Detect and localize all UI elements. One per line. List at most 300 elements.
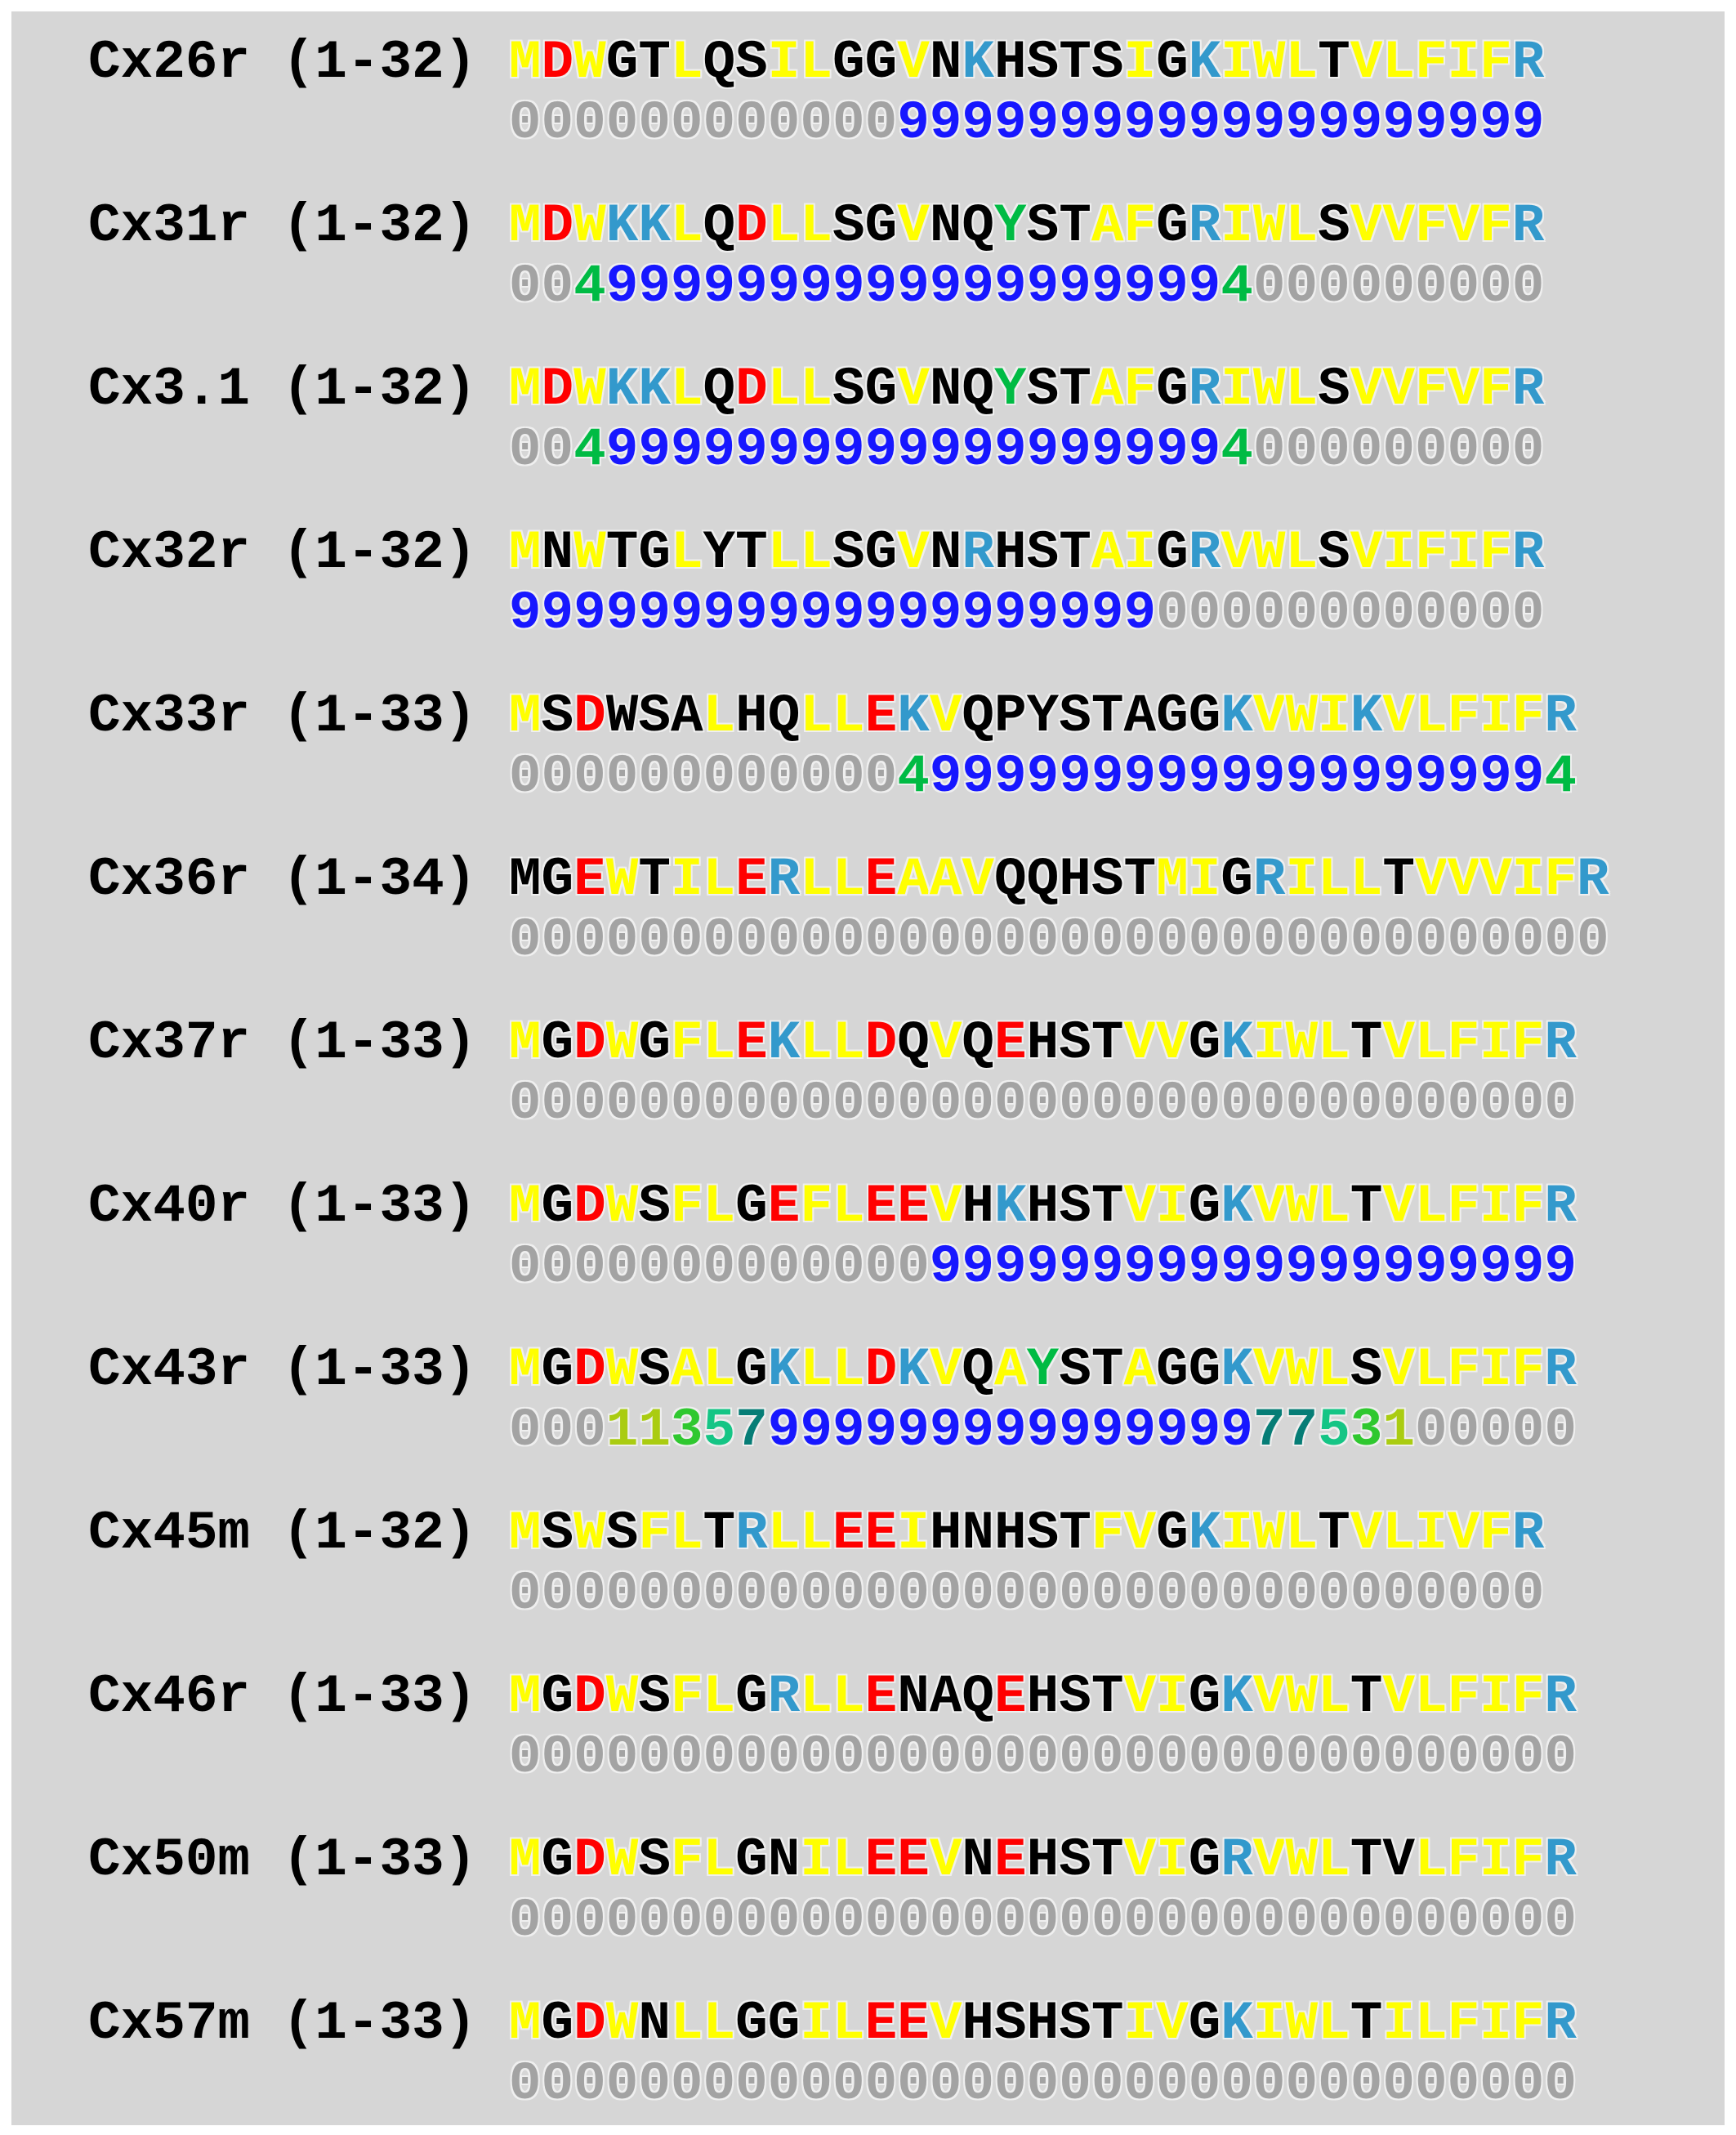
- residue-char: I: [1318, 686, 1350, 747]
- residue-char: K: [767, 1339, 801, 1400]
- score-digit: 0: [1059, 1726, 1091, 1788]
- residue-char: P: [994, 686, 1027, 747]
- residue-char: S: [1059, 1993, 1091, 2054]
- score-digit: 0: [1511, 583, 1545, 644]
- residue-char: L: [703, 1993, 736, 2054]
- score-digit: 4: [573, 256, 606, 317]
- score-digit: 0: [541, 746, 574, 807]
- residue-char: E: [864, 1666, 898, 1727]
- residue-char: W: [605, 686, 639, 747]
- score-digit: 0: [1318, 419, 1350, 480]
- residue-char: T: [638, 32, 671, 93]
- residue-char: W: [605, 1666, 639, 1727]
- score-digit: 0: [767, 1073, 801, 1134]
- residue-char: T: [1091, 1176, 1124, 1237]
- score-digit: 9: [897, 1400, 930, 1461]
- residue-char: I: [800, 1993, 832, 2054]
- residue-char: K: [897, 1339, 930, 1400]
- score-digit: 0: [832, 909, 865, 971]
- score-digit: 0: [864, 1563, 898, 1624]
- score-digit: 0: [573, 1400, 606, 1461]
- residue-char: T: [1091, 1012, 1124, 1074]
- score-digit: 9: [1156, 419, 1189, 480]
- residue-char: H: [735, 686, 768, 747]
- score-digit: 0: [1188, 2053, 1221, 2115]
- residue-char: A: [1091, 195, 1124, 257]
- score-digit: 0: [541, 92, 574, 154]
- residue-char: K: [605, 195, 639, 257]
- residue-char: G: [1188, 1339, 1221, 1400]
- score-digit: 0: [1447, 256, 1480, 317]
- residue-char: L: [1414, 1339, 1448, 1400]
- residue-char: L: [800, 1012, 832, 1074]
- residue-char: F: [1544, 849, 1577, 910]
- score-digit: 0: [1123, 1073, 1157, 1134]
- score-digit: 0: [735, 1726, 768, 1788]
- score-digit: 0: [1479, 583, 1512, 644]
- residue-char: G: [864, 195, 898, 257]
- residue-char: R: [1544, 1176, 1577, 1237]
- residue-char: A: [897, 849, 930, 910]
- residue-char: L: [1414, 1012, 1448, 1074]
- score-digit: 9: [670, 256, 703, 317]
- residue-char: V: [929, 1339, 962, 1400]
- score-digit: 0: [703, 1890, 736, 1951]
- score-digit: 0: [1318, 256, 1350, 317]
- score-digit: 0: [1318, 2053, 1350, 2115]
- score-digit: 0: [735, 1890, 768, 1951]
- score-digit: 9: [1221, 1236, 1253, 1298]
- residue-char: E: [735, 1012, 768, 1074]
- residue-char: E: [864, 1503, 898, 1564]
- score-digit: 9: [1026, 256, 1060, 317]
- residue-char: E: [994, 1829, 1027, 1891]
- residue-char: F: [1511, 1666, 1545, 1727]
- residue-char: R: [1511, 32, 1545, 93]
- score-digit: 9: [638, 256, 671, 317]
- score-digit: 0: [605, 1563, 639, 1624]
- score-digit: 0: [994, 2053, 1027, 2115]
- score-digit: 0: [1447, 1726, 1480, 1788]
- score-line: [88, 1400, 1725, 1461]
- score-digit: 9: [1059, 746, 1091, 807]
- residue-char: K: [605, 359, 639, 420]
- score-digit: 9: [897, 583, 930, 644]
- residue-char: L: [1318, 1012, 1350, 1074]
- score-digit: 9: [735, 256, 768, 317]
- score-digit: 9: [994, 1400, 1027, 1461]
- score-digit: 0: [1123, 1563, 1157, 1624]
- score-digit: 0: [832, 1890, 865, 1951]
- residue-char: R: [1188, 522, 1221, 583]
- residue-char: F: [638, 1503, 671, 1564]
- residue-char: R: [1544, 686, 1577, 747]
- residue-char: Q: [767, 686, 801, 747]
- alignment-row-cx40r: [88, 1177, 1725, 1298]
- score-digit: 0: [1026, 2053, 1060, 2115]
- score-digit: 0: [703, 746, 736, 807]
- residue-char: L: [767, 195, 801, 257]
- residue-char: R: [1511, 359, 1545, 420]
- score-digit: 9: [962, 419, 995, 480]
- score-digit: 0: [1544, 909, 1577, 971]
- score-digit: 0: [1285, 583, 1319, 644]
- residue-char: A: [1123, 1339, 1157, 1400]
- residue-char: F: [670, 1176, 703, 1237]
- score-digit: 0: [1382, 419, 1415, 480]
- residue-char: R: [1544, 1993, 1577, 2054]
- score-digit: 0: [508, 1890, 542, 1951]
- residue-char: S: [832, 522, 865, 583]
- score-digit: 9: [1026, 746, 1060, 807]
- score-digit: 0: [1059, 2053, 1091, 2115]
- row-label: Cx3.1 (1-32): [88, 359, 477, 420]
- residue-char: G: [1156, 1503, 1189, 1564]
- residue-char: G: [1156, 195, 1189, 257]
- residue-char: R: [735, 1503, 768, 1564]
- residue-char: L: [1382, 1503, 1415, 1564]
- score-digit: 0: [1059, 909, 1091, 971]
- residue-char: A: [1091, 359, 1124, 420]
- score-digit: 0: [962, 1890, 995, 1951]
- score-digit: 9: [800, 419, 832, 480]
- score-digit: 9: [1123, 419, 1157, 480]
- score-digit: 0: [1479, 1890, 1512, 1951]
- score-digit: 3: [1350, 1400, 1383, 1461]
- score-digit: 0: [1221, 2053, 1253, 2115]
- residue-char: D: [573, 686, 606, 747]
- residue-char: S: [1318, 359, 1350, 420]
- score-digit: 0: [508, 1563, 542, 1624]
- residue-char: L: [800, 359, 832, 420]
- residue-char: V: [1156, 1993, 1189, 2054]
- residue-char: S: [638, 686, 671, 747]
- score-digit: 9: [994, 419, 1027, 480]
- residue-char: M: [508, 1176, 542, 1237]
- residue-char: V: [1123, 1503, 1157, 1564]
- residue-char: W: [1285, 1176, 1319, 1237]
- score-digit: 9: [1188, 419, 1221, 480]
- residue-char: G: [1188, 1012, 1221, 1074]
- score-digit: 0: [767, 92, 801, 154]
- score-digit: 0: [897, 1890, 930, 1951]
- score-digit: 0: [1318, 909, 1350, 971]
- residue-char: V: [1252, 1829, 1286, 1891]
- residue-char: R: [767, 849, 801, 910]
- residue-char: H: [929, 1503, 962, 1564]
- score-digit: 0: [1123, 2053, 1157, 2115]
- score-digit: 0: [929, 1726, 962, 1788]
- residue-char: Q: [962, 1012, 995, 1074]
- residue-char: I: [1382, 1993, 1415, 2054]
- residue-char: G: [541, 1012, 574, 1074]
- residue-char: V: [1382, 1829, 1415, 1891]
- residue-char: L: [1285, 1503, 1319, 1564]
- residue-char: G: [1188, 1829, 1221, 1891]
- score-digit: 0: [767, 1563, 801, 1624]
- residue-char: S: [832, 359, 865, 420]
- score-digit: 0: [703, 1726, 736, 1788]
- residue-char: V: [1252, 1339, 1286, 1400]
- score-digit: 0: [1414, 1400, 1448, 1461]
- residue-char: V: [929, 1176, 962, 1237]
- residue-char: W: [1252, 195, 1286, 257]
- residue-char: S: [1091, 849, 1124, 910]
- residue-char: V: [1382, 1339, 1415, 1400]
- residue-char: T: [1350, 1993, 1383, 2054]
- score-digit: 0: [864, 2053, 898, 2115]
- residue-char: W: [573, 1503, 606, 1564]
- alignment-panel: [11, 11, 1725, 2125]
- residue-char: S: [1059, 686, 1091, 747]
- residue-char: S: [1059, 1666, 1091, 1727]
- score-digit: 0: [1447, 909, 1480, 971]
- residue-char: I: [1221, 359, 1253, 420]
- residue-char: V: [1479, 849, 1512, 910]
- residue-char: K: [897, 686, 930, 747]
- residue-char: F: [1414, 359, 1448, 420]
- score-digit: 9: [1156, 92, 1189, 154]
- score-digit: 9: [1511, 1236, 1545, 1298]
- score-digit: 0: [929, 1563, 962, 1624]
- residue-char: M: [508, 1339, 542, 1400]
- score-digit: 0: [864, 1073, 898, 1134]
- residue-char: L: [670, 32, 703, 93]
- score-digit: 0: [735, 1563, 768, 1624]
- score-digit: 0: [1447, 1073, 1480, 1134]
- sequence-line: [88, 1013, 1725, 1074]
- score-digit: 9: [1059, 256, 1091, 317]
- residue-char: L: [670, 1993, 703, 2054]
- score-digit: 0: [541, 419, 574, 480]
- residue-char: T: [1059, 1503, 1091, 1564]
- score-digit: 0: [703, 1563, 736, 1624]
- residue-char: Y: [703, 522, 736, 583]
- score-digit: 0: [1123, 1890, 1157, 1951]
- residue-char: Y: [1026, 686, 1060, 747]
- residue-char: I: [1123, 32, 1157, 93]
- score-digit: 0: [638, 1726, 671, 1788]
- residue-char: I: [1156, 1666, 1189, 1727]
- score-digit: 0: [1382, 909, 1415, 971]
- score-digit: 0: [1511, 1400, 1545, 1461]
- score-digit: 0: [929, 2053, 962, 2115]
- residue-char: T: [1382, 849, 1415, 910]
- residue-char: L: [800, 522, 832, 583]
- score-digit: 9: [1123, 746, 1157, 807]
- score-digit: 0: [508, 92, 542, 154]
- score-digit: 9: [1123, 256, 1157, 317]
- residue-char: H: [994, 522, 1027, 583]
- score-digit: 0: [1123, 1726, 1157, 1788]
- score-digit: 0: [735, 1073, 768, 1134]
- score-digit: 0: [1156, 1890, 1189, 1951]
- score-digit: 0: [703, 2053, 736, 2115]
- score-digit: 0: [1447, 583, 1480, 644]
- residue-char: Q: [703, 359, 736, 420]
- score-digit: 9: [767, 1400, 801, 1461]
- score-digit: 0: [864, 746, 898, 807]
- score-digit: 9: [1026, 419, 1060, 480]
- residue-char: H: [962, 1993, 995, 2054]
- residue-char: V: [1382, 686, 1415, 747]
- score-digit: 0: [605, 746, 639, 807]
- residue-char: W: [573, 522, 606, 583]
- residue-char: I: [1123, 522, 1157, 583]
- residue-char: V: [1414, 849, 1448, 910]
- residue-char: W: [605, 1829, 639, 1891]
- residue-char: W: [1285, 1829, 1319, 1891]
- score-digit: 0: [962, 1073, 995, 1134]
- residue-char: G: [1188, 686, 1221, 747]
- residue-char: D: [735, 359, 768, 420]
- residue-char: Y: [994, 195, 1027, 257]
- score-digit: 9: [767, 583, 801, 644]
- residue-char: V: [1156, 1012, 1189, 1074]
- score-digit: 9: [800, 1400, 832, 1461]
- score-digit: 0: [508, 746, 542, 807]
- score-digit: 0: [638, 746, 671, 807]
- residue-char: L: [703, 849, 736, 910]
- residue-char: F: [1479, 522, 1512, 583]
- residue-char: S: [638, 1176, 671, 1237]
- score-digit: 0: [1414, 1073, 1448, 1134]
- score-digit: 0: [1091, 2053, 1124, 2115]
- score-digit: 9: [864, 583, 898, 644]
- score-digit: 0: [573, 1073, 606, 1134]
- residue-char: W: [573, 32, 606, 93]
- residue-char: Q: [897, 1012, 930, 1074]
- score-digit: 9: [929, 256, 962, 317]
- residue-char: T: [1350, 1829, 1383, 1891]
- score-digit: 0: [1188, 1890, 1221, 1951]
- alignment-row-cx3.1: [88, 360, 1725, 480]
- row-label: Cx36r (1-34): [88, 849, 477, 910]
- residue-char: V: [1382, 195, 1415, 257]
- score-line: [88, 420, 1725, 480]
- residue-char: T: [1350, 1012, 1383, 1074]
- row-label: Cx57m (1-33): [88, 1993, 477, 2054]
- score-digit: 0: [1382, 2053, 1415, 2115]
- residue-char: N: [541, 522, 574, 583]
- residue-char: E: [864, 849, 898, 910]
- score-digit: 0: [1285, 419, 1319, 480]
- score-digit: 9: [1252, 746, 1286, 807]
- score-digit: 0: [1221, 1073, 1253, 1134]
- residue-char: Q: [703, 32, 736, 93]
- score-digit: 9: [1350, 92, 1383, 154]
- score-digit: 0: [1285, 1563, 1319, 1624]
- score-digit: 7: [735, 1400, 768, 1461]
- residue-char: G: [832, 32, 865, 93]
- residue-char: L: [1285, 359, 1319, 420]
- row-label: Cx43r (1-33): [88, 1339, 477, 1400]
- score-digit: 0: [800, 2053, 832, 2115]
- score-digit: 9: [1156, 1236, 1189, 1298]
- residue-char: S: [735, 32, 768, 93]
- residue-char: R: [1511, 195, 1545, 257]
- residue-char: L: [703, 1829, 736, 1891]
- residue-char: K: [1221, 1176, 1253, 1237]
- residue-char: E: [897, 1829, 930, 1891]
- residue-char: S: [1059, 1176, 1091, 1237]
- score-digit: 0: [1382, 1563, 1415, 1624]
- residue-char: M: [508, 522, 542, 583]
- residue-char: R: [1188, 195, 1221, 257]
- residue-char: K: [1221, 1666, 1253, 1727]
- sequence-line: [88, 33, 1725, 93]
- residue-char: H: [994, 1503, 1027, 1564]
- score-digit: 9: [1123, 583, 1157, 644]
- score-digit: 0: [735, 746, 768, 807]
- score-digit: 0: [929, 1073, 962, 1134]
- residue-char: R: [1188, 359, 1221, 420]
- residue-char: E: [767, 1176, 801, 1237]
- score-digit: 0: [508, 1073, 542, 1134]
- score-digit: 0: [670, 1890, 703, 1951]
- residue-char: Q: [962, 1339, 995, 1400]
- score-digit: 0: [670, 1236, 703, 1298]
- score-digit: 0: [1382, 1890, 1415, 1951]
- score-digit: 0: [1544, 1890, 1577, 1951]
- score-digit: 9: [929, 1400, 962, 1461]
- residue-char: F: [1447, 1176, 1480, 1237]
- score-digit: 0: [994, 1073, 1027, 1134]
- score-digit: 9: [864, 256, 898, 317]
- residue-char: T: [1091, 686, 1124, 747]
- residue-char: N: [638, 1993, 671, 2054]
- score-digit: 0: [962, 1563, 995, 1624]
- residue-char: I: [1447, 32, 1480, 93]
- residue-char: K: [1221, 1339, 1253, 1400]
- residue-char: E: [832, 1503, 865, 1564]
- residue-char: E: [897, 1176, 930, 1237]
- score-digit: 9: [832, 583, 865, 644]
- residue-char: R: [1544, 1012, 1577, 1074]
- score-digit: 0: [1479, 1563, 1512, 1624]
- sequence-line: [88, 1503, 1725, 1564]
- score-digit: 0: [1059, 1563, 1091, 1624]
- score-digit: 3: [670, 1400, 703, 1461]
- score-digit: 9: [962, 1236, 995, 1298]
- residue-char: L: [1414, 686, 1448, 747]
- score-line: [88, 2054, 1725, 2115]
- residue-char: G: [541, 1176, 574, 1237]
- residue-char: V: [929, 1829, 962, 1891]
- residue-char: L: [1285, 195, 1319, 257]
- score-digit: 0: [1318, 1890, 1350, 1951]
- score-digit: 0: [1285, 1073, 1319, 1134]
- residue-char: Q: [703, 195, 736, 257]
- score-digit: 0: [573, 909, 606, 971]
- residue-char: K: [962, 32, 995, 93]
- score-digit: 0: [1156, 583, 1189, 644]
- score-digit: 0: [767, 1890, 801, 1951]
- residue-char: L: [800, 686, 832, 747]
- score-digit: 0: [735, 2053, 768, 2115]
- residue-char: H: [1026, 1993, 1060, 2054]
- score-digit: 0: [1285, 1890, 1319, 1951]
- residue-char: G: [638, 522, 671, 583]
- score-digit: 0: [767, 1726, 801, 1788]
- residue-char: V: [1350, 32, 1383, 93]
- residue-char: M: [508, 1012, 542, 1074]
- score-digit: 0: [897, 2053, 930, 2115]
- score-digit: 0: [670, 92, 703, 154]
- score-digit: 0: [994, 1563, 1027, 1624]
- residue-char: L: [1285, 522, 1319, 583]
- residue-char: L: [1350, 849, 1383, 910]
